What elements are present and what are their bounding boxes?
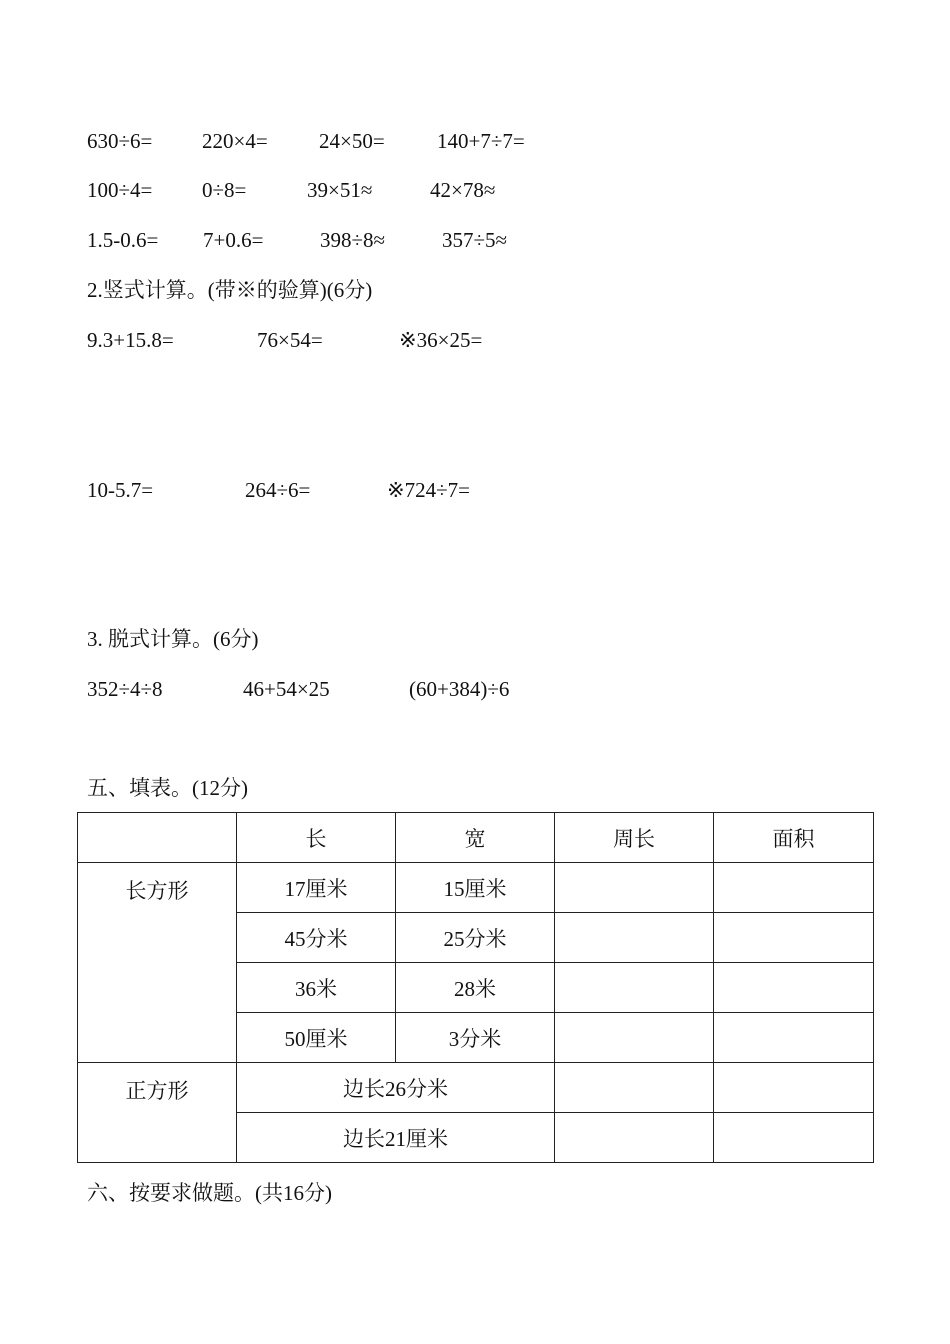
header-length: 长	[237, 813, 396, 863]
area-answer-cell[interactable]	[714, 863, 874, 913]
perimeter-answer-cell[interactable]	[555, 1013, 714, 1063]
fill-table	[77, 812, 874, 1163]
rectangle-label: 长方形	[78, 863, 237, 1063]
stepwise-expr: 46+54×25	[243, 677, 330, 701]
perimeter-answer-cell[interactable]	[555, 963, 714, 1013]
vertical-expr: 76×54=	[257, 328, 323, 352]
table-row	[78, 863, 874, 913]
side-length-cell: 边长21厘米	[237, 1113, 555, 1163]
length-cell: 17厘米	[237, 863, 396, 913]
perimeter-answer-cell[interactable]	[555, 913, 714, 963]
oral-expr: 220×4=	[202, 129, 268, 153]
width-cell: 28米	[396, 963, 555, 1013]
perimeter-answer-cell[interactable]	[555, 1113, 714, 1163]
stepwise-expr: (60+384)÷6	[409, 677, 510, 701]
perimeter-answer-cell[interactable]	[555, 863, 714, 913]
area-answer-cell[interactable]	[714, 1063, 874, 1113]
length-cell: 50厘米	[237, 1013, 396, 1063]
area-answer-cell[interactable]	[714, 1013, 874, 1063]
side-length-cell: 边长26分米	[237, 1063, 555, 1113]
header-width: 宽	[396, 813, 555, 863]
section6-title: 六、按要求做题。(共16分)	[87, 1181, 332, 1205]
area-answer-cell[interactable]	[714, 1113, 874, 1163]
header-blank-cell	[78, 813, 237, 863]
vertical-expr: 9.3+15.8=	[87, 328, 174, 352]
perimeter-answer-cell[interactable]	[555, 1063, 714, 1113]
oral-expr: 140+7÷7=	[437, 129, 525, 153]
section3-title: 3. 脱式计算。(6分)	[87, 627, 259, 651]
length-cell: 36米	[237, 963, 396, 1013]
area-answer-cell[interactable]	[714, 963, 874, 1013]
vertical-expr: 10-5.7=	[87, 478, 154, 502]
vertical-expr: ※36×25=	[399, 328, 483, 352]
vertical-expr: ※724÷7=	[387, 478, 470, 502]
oral-expr: 39×51≈	[307, 178, 373, 202]
width-cell: 3分米	[396, 1013, 555, 1063]
table-header-row	[78, 813, 874, 863]
table-row	[78, 1063, 874, 1113]
oral-expr: 24×50=	[319, 129, 385, 153]
oral-expr: 1.5-0.6=	[87, 228, 159, 252]
oral-expr: 7+0.6=	[203, 228, 264, 252]
square-label: 正方形	[78, 1063, 237, 1163]
header-area: 面积	[714, 813, 874, 863]
oral-expr: 398÷8≈	[320, 228, 386, 252]
oral-expr: 357÷5≈	[442, 228, 508, 252]
stepwise-expr: 352÷4÷8	[87, 677, 163, 701]
width-cell: 25分米	[396, 913, 555, 963]
oral-expr: 42×78≈	[430, 178, 496, 202]
oral-expr: 630÷6=	[87, 129, 153, 153]
header-perimeter: 周长	[555, 813, 714, 863]
oral-expr: 100÷4=	[87, 178, 153, 202]
width-cell: 15厘米	[396, 863, 555, 913]
length-cell: 45分米	[237, 913, 396, 963]
area-answer-cell[interactable]	[714, 913, 874, 963]
section2-title: 2.竖式计算。(带※的验算)(6分)	[87, 278, 373, 302]
vertical-expr: 264÷6=	[245, 478, 311, 502]
oral-expr: 0÷8=	[202, 178, 247, 202]
section5-title: 五、填表。(12分)	[87, 776, 248, 800]
